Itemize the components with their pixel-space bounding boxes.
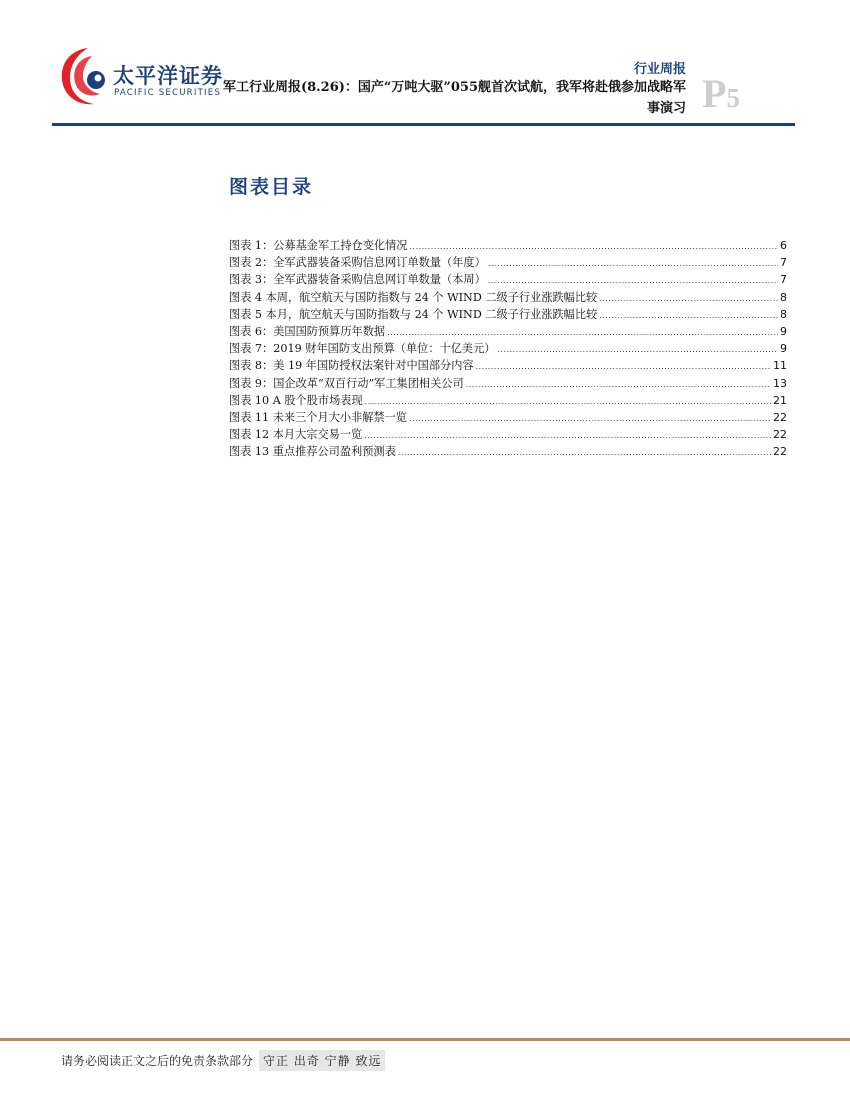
toc-entry-label: 图表 8：美 19 年国防授权法案针对中国部分内容 <box>229 359 474 373</box>
toc-entry-page: 22 <box>773 445 787 459</box>
toc-leader-dots <box>409 410 771 427</box>
logo-name-en: PACIFIC SECURITIES <box>114 88 222 98</box>
toc-leader-dots <box>365 393 771 410</box>
toc-entry[interactable] <box>229 271 787 288</box>
toc-entry-page: 22 <box>773 428 787 442</box>
toc-entry-label: 图表 13 重点推荐公司盈利预测表 <box>229 445 396 459</box>
toc-entry-page: 21 <box>773 393 787 407</box>
toc-leader-dots <box>599 307 778 324</box>
pacific-securities-logo-icon <box>58 44 114 110</box>
toc-entry-page: 9 <box>780 324 787 338</box>
toc-entry[interactable] <box>229 443 787 460</box>
page-footer <box>61 1050 385 1071</box>
toc-entry[interactable] <box>229 375 787 392</box>
report-type: 行业周报 <box>633 62 686 77</box>
toc-leader-dots <box>387 324 778 341</box>
toc-entry-page: 7 <box>780 273 787 287</box>
toc-entry-label: 图表 2：全军武器装备采购信息网订单数量（年度） <box>229 256 486 270</box>
toc-entry-label: 图表 1：公募基金军工持仓变化情况 <box>229 239 408 252</box>
toc-entry[interactable] <box>229 254 787 271</box>
toc-entry-label: 图表 12 本月大宗交易一览 <box>229 428 363 442</box>
toc-entry[interactable] <box>229 357 787 374</box>
footer-disclaimer: 请务必阅读正文之后的免责条款部分 <box>61 1054 254 1068</box>
toc-entry-label: 图表 3：全军武器装备采购信息网订单数量（本周） <box>229 273 486 287</box>
toc-entry-label: 图表 11 未来三个月大小非解禁一览 <box>229 410 407 424</box>
page-header <box>0 0 850 130</box>
toc-leader-dots <box>364 427 771 444</box>
toc-entry-label: 图表 10 A 股个股市场表现 <box>229 393 363 407</box>
toc-leader-dots <box>488 255 778 272</box>
toc-entry[interactable] <box>229 426 787 443</box>
toc-entry[interactable] <box>229 237 787 254</box>
toc-entry-label: 图表 9：国企改革“双百行动”军工集团相关公司 <box>229 376 464 390</box>
toc-leader-dots <box>398 444 771 461</box>
toc-entry-page: 11 <box>773 359 787 373</box>
footer-divider <box>0 1038 850 1041</box>
toc-leader-dots <box>410 238 779 255</box>
toc-entry-page: 8 <box>780 290 787 304</box>
toc-entry[interactable] <box>229 323 787 340</box>
header-divider <box>52 123 795 126</box>
toc-entry-page: 13 <box>773 376 787 390</box>
footer-motto: 守正 出奇 宁静 致远 <box>259 1050 385 1071</box>
report-title: 军工行业周报(8.26)：国产“万吨大驱”055舰首次试航，我军将赴俄参加战略军事演习 <box>222 80 686 116</box>
toc-entry[interactable] <box>229 392 787 409</box>
toc-entry-page: 22 <box>773 410 787 424</box>
toc-list <box>229 237 787 460</box>
toc-leader-dots <box>599 290 778 307</box>
toc-entry[interactable] <box>229 306 787 323</box>
page-number-value: 5 <box>726 83 740 113</box>
page-prefix: P <box>702 71 727 116</box>
toc-entry-page: 6 <box>780 239 787 252</box>
toc-entry-label: 图表 4 本周，航空航天与国防指数与 24 个 WIND 二级子行业涨跌幅比较 <box>229 290 598 304</box>
toc-entry-label: 图表 6：美国国防预算历年数据 <box>229 324 386 338</box>
toc-entry-page: 7 <box>780 256 787 270</box>
toc-entry-label: 图表 5 本月，航空航天与国防指数与 24 个 WIND 二级子行业涨跌幅比较 <box>229 307 598 321</box>
toc-leader-dots <box>476 358 771 375</box>
toc-entry-page: 9 <box>780 342 787 356</box>
page-number <box>702 70 740 117</box>
toc-entry[interactable] <box>229 340 787 357</box>
toc-entry-page: 8 <box>780 307 787 321</box>
toc-leader-dots <box>488 272 778 289</box>
toc-leader-dots <box>497 341 778 358</box>
toc-leader-dots <box>466 376 771 393</box>
logo-name-cn: 太平洋证券 <box>113 64 223 88</box>
toc-entry[interactable] <box>229 409 787 426</box>
toc-entry[interactable] <box>229 289 787 306</box>
toc-heading: 图表目录 <box>229 176 314 198</box>
toc-entry-label: 图表 7：2019 财年国防支出预算（单位：十亿美元） <box>229 342 496 356</box>
